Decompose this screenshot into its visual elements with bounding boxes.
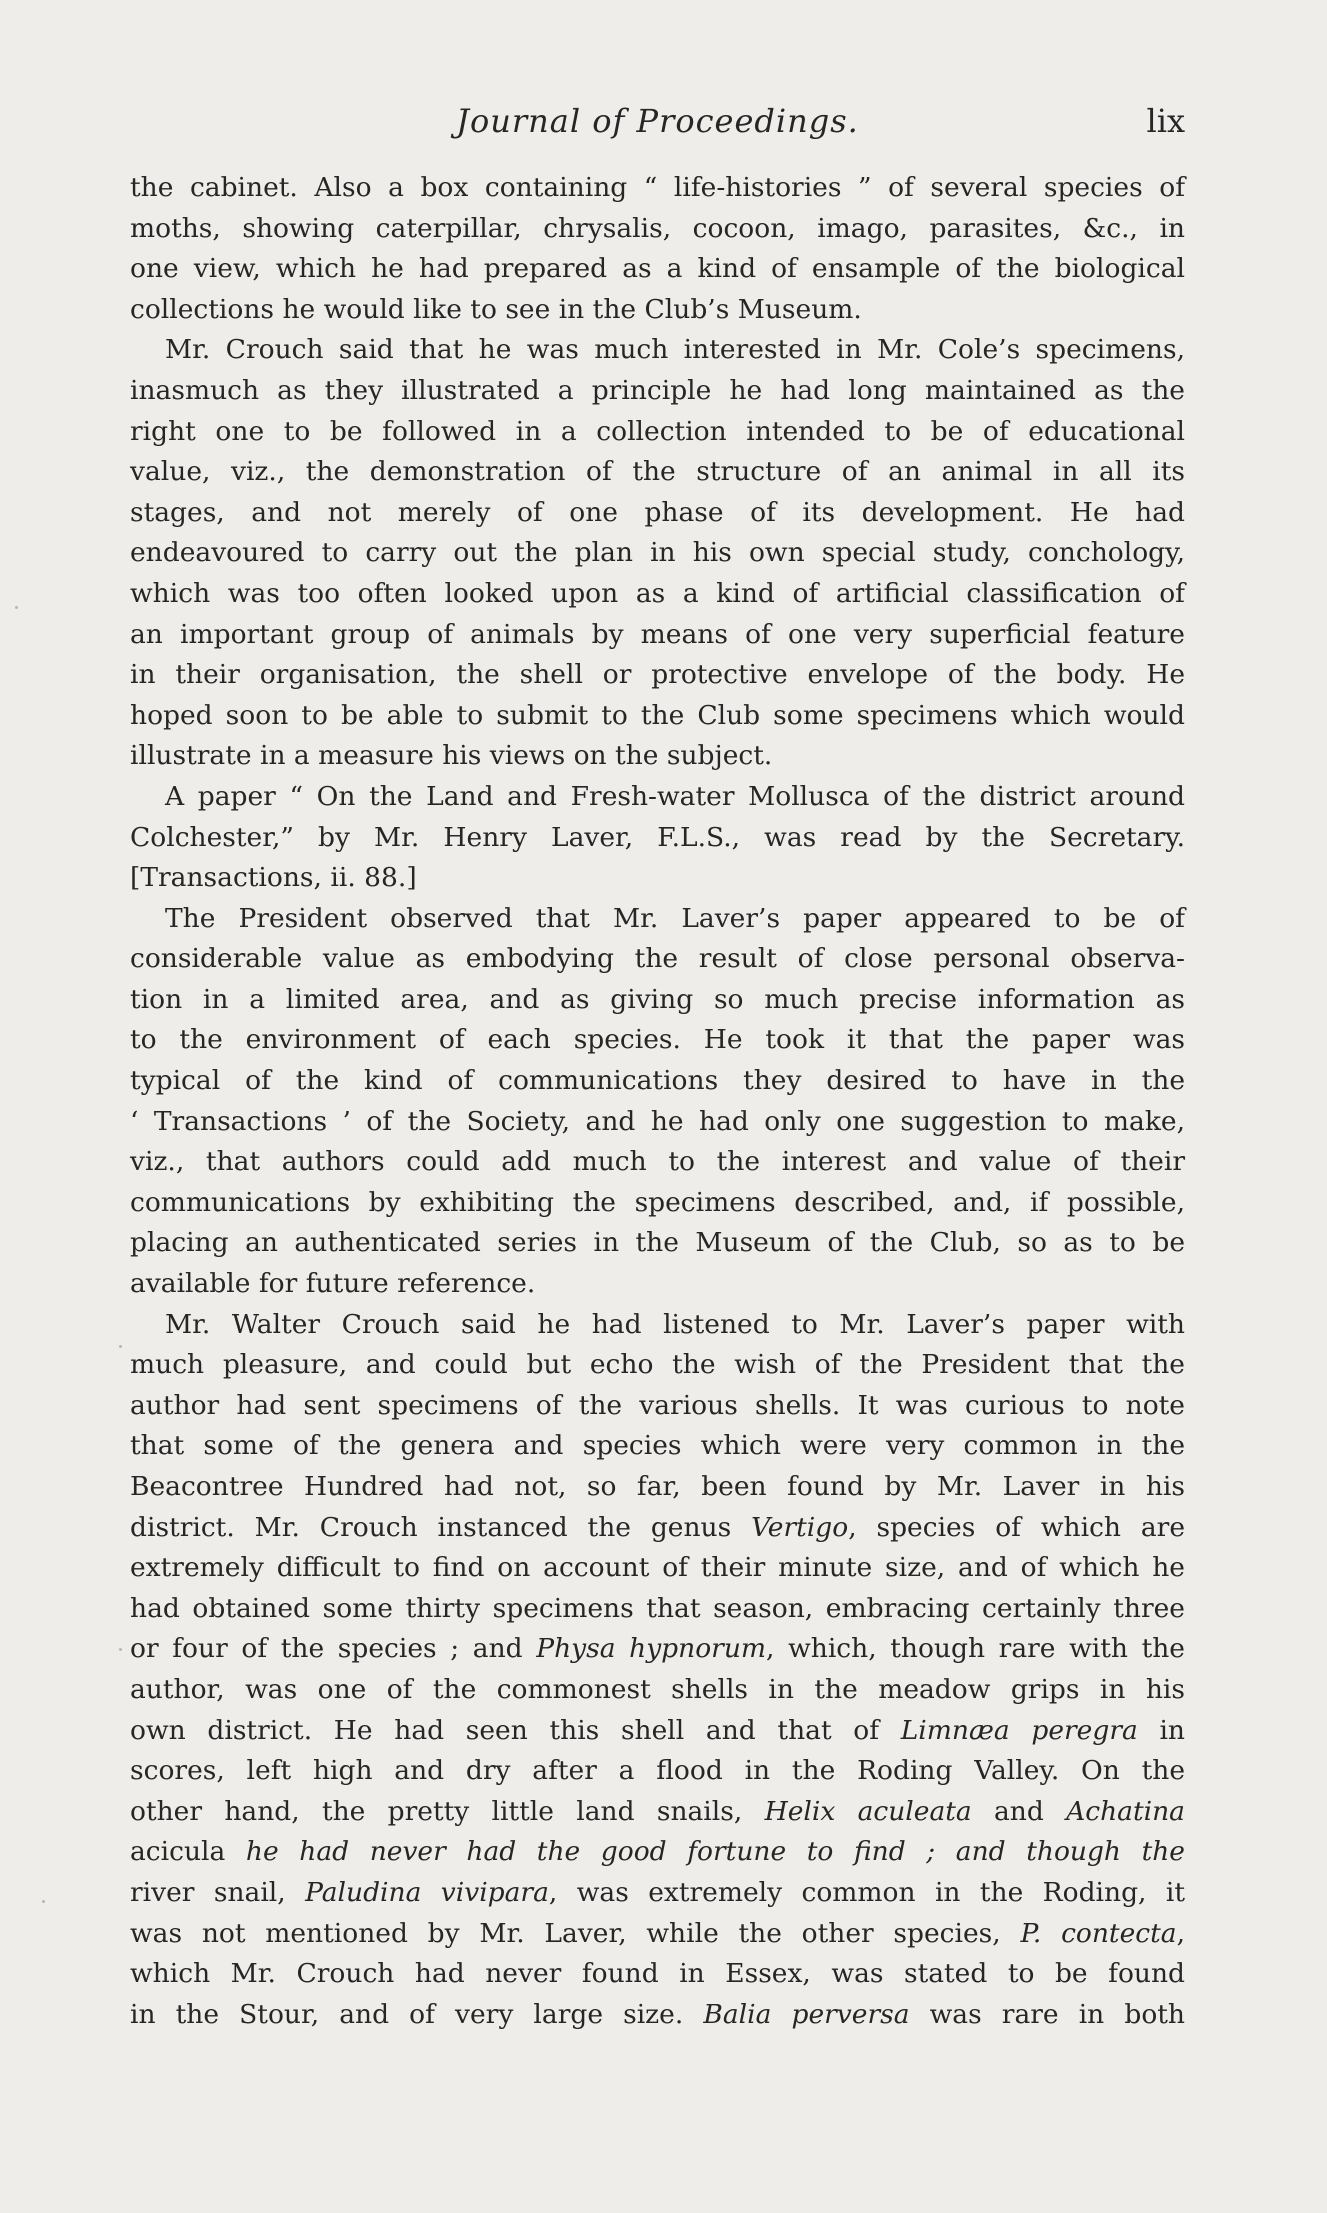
- text-line: much pleasure, and could but echo the wish of the President that the: [130, 1349, 1185, 1381]
- body-text: [130, 168, 1185, 2035]
- text-line: considerable value as embodying the result of close personal observa-: [130, 943, 1185, 975]
- text-line: the cabinet. Also a box containing “ life-histories ” of several species of: [130, 172, 1185, 203]
- text-line: illustrate in a measure his views on the subject.: [130, 740, 773, 772]
- paper-speck: [119, 1345, 122, 1348]
- text-line: was not mentioned by Mr. Laver, while the other species, P. contecta,: [130, 1917, 1185, 1949]
- text-line: communications by exhibiting the specimens described, and, if possible,: [130, 1186, 1185, 1218]
- text-line: placing an authenticated series in the Museum of the Club, so as to be: [130, 1227, 1185, 1259]
- text-line: ‘ Transactions ’ of the Society, and he had only one suggestion to make,: [130, 1105, 1185, 1137]
- text-line: Mr. Crouch said that he was much interested in Mr. Cole’s specimens,: [165, 334, 1185, 366]
- text-line: acicula he had never had the good fortune to find ; and though the: [130, 1836, 1185, 1868]
- text-line: endeavoured to carry out the plan in his own special study, conchology,: [130, 537, 1185, 569]
- text-line: which was too often looked upon as a kind of artificial classification of: [130, 577, 1185, 609]
- running-title: Journal of Proceedings.: [456, 102, 859, 140]
- text-line: A paper “ On the Land and Fresh-water Mollusca of the district around: [165, 780, 1185, 812]
- text-line: stages, and not merely of one phase of its development. He had: [130, 496, 1185, 528]
- page-header: [130, 102, 1185, 148]
- text-line: other hand, the pretty little land snails, Helix aculeata and Achatina: [130, 1795, 1185, 1827]
- text-line: collections he would like to see in the Club’s Museum.: [130, 293, 862, 325]
- text-line: right one to be followed in a collection intended to be of educational: [130, 415, 1185, 447]
- paper-speck: [42, 1900, 45, 1903]
- text-line: tion in a limited area, and as giving so much precise information as: [130, 983, 1185, 1015]
- paper-speck: [15, 606, 18, 609]
- text-line: had obtained some thirty specimens that season, embracing certainly three: [130, 1592, 1185, 1624]
- text-line: scores, left high and dry after a flood in the Roding Valley. On the: [130, 1755, 1185, 1787]
- text-line: author had sent specimens of the various shells. It was curious to note: [130, 1389, 1185, 1421]
- text-line: typical of the kind of communications they desired to have in the: [130, 1065, 1185, 1097]
- text-line: an important group of animals by means of one very superficial feature: [130, 618, 1185, 650]
- text-line: river snail, Paludina vivipara, was extremely common in the Roding, it: [130, 1876, 1185, 1908]
- text-line: in the Stour, and of very large size. Balia perversa was rare in both: [130, 1998, 1185, 2030]
- text-line: Colchester,” by Mr. Henry Laver, F.L.S., was read by the Secretary.: [130, 821, 1185, 853]
- text-line: own district. He had seen this shell and that of Limnæa peregra in: [130, 1714, 1185, 1746]
- text-line: that some of the genera and species which were very common in the: [130, 1430, 1185, 1462]
- text-line: which Mr. Crouch had never found in Essex, was stated to be found: [130, 1958, 1185, 1990]
- text-line: extremely difficult to find on account of their minute size, and of which he: [130, 1552, 1185, 1584]
- text-line: hoped soon to be able to submit to the Club some specimens which would: [130, 699, 1185, 731]
- text-line: author, was one of the commonest shells in the meadow grips in his: [130, 1673, 1185, 1705]
- paper-speck: [119, 1648, 122, 1651]
- page-number: lix: [1146, 102, 1185, 140]
- text-line: moths, showing caterpillar, chrysalis, cocoon, imago, parasites, &c., in: [130, 212, 1185, 244]
- text-line: one view, which he had prepared as a kind of ensample of the biological: [130, 253, 1185, 285]
- text-line: district. Mr. Crouch instanced the genus Vertigo, species of which are: [130, 1511, 1185, 1543]
- text-line: value, viz., the demonstration of the structure of an animal in all its: [130, 456, 1185, 488]
- text-line: [Transactions, ii. 88.]: [130, 862, 417, 894]
- text-line: or four of the species ; and Physa hypnorum, which, though rare with the: [130, 1633, 1185, 1665]
- text-line: The President observed that Mr. Laver’s paper appeared to be of: [165, 902, 1185, 934]
- text-line: to the environment of each species. He took it that the paper was: [130, 1024, 1185, 1056]
- text-line: in their organisation, the shell or protective envelope of the body. He: [130, 659, 1185, 691]
- text-line: Mr. Walter Crouch said he had listened to Mr. Laver’s paper with: [165, 1308, 1185, 1340]
- text-line: viz., that authors could add much to the interest and value of their: [130, 1146, 1185, 1178]
- text-line: inasmuch as they illustrated a principle he had long maintained as the: [130, 374, 1185, 406]
- text-line: available for future reference.: [130, 1268, 536, 1300]
- text-line: Beacontree Hundred had not, so far, been found by Mr. Laver in his: [130, 1471, 1185, 1502]
